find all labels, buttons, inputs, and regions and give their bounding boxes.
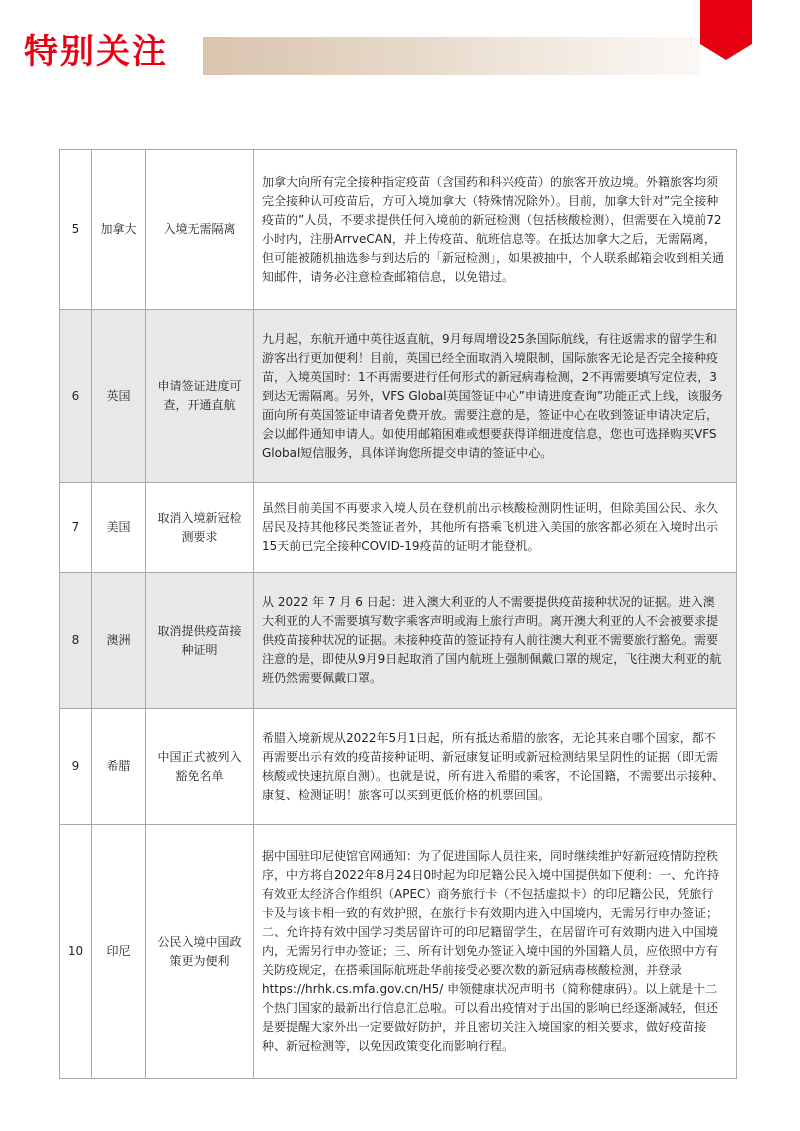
row-number: 10 bbox=[60, 825, 92, 1079]
row-country: 美国 bbox=[92, 483, 146, 573]
row-number: 7 bbox=[60, 483, 92, 573]
row-policy: 中国正式被列入豁免名单 bbox=[146, 709, 254, 825]
row-detail: 加拿大向所有完全接种指定疫苗（含国药和科兴疫苗）的旅客开放边境。外籍旅客均须完全接种认可疫苗后，方可入境加拿大（特殊情况除外）。目前，加拿大针对”完全接种疫苗的”人员，不要求提供任何入境前的新冠检测（包括核酸检测），但需要在入境前72小时内，注册ArrveCAN，并上传疫苗、航班信息等。在抵达加拿大之后，无需隔离，但可能被随机抽选参与到达后的「新冠检测」，如果被抽中，个人联系邮箱会收到相关通知邮件，请务必注意检查邮箱信息，以免错过。 bbox=[254, 150, 737, 310]
table-row bbox=[60, 483, 737, 573]
row-country: 加拿大 bbox=[92, 150, 146, 310]
table-row bbox=[60, 709, 737, 825]
page-header bbox=[0, 0, 800, 90]
row-policy: 公民入境中国政策更为便利 bbox=[146, 825, 254, 1079]
row-policy: 申请签证进度可查，开通直航 bbox=[146, 310, 254, 483]
row-country: 英国 bbox=[92, 310, 146, 483]
row-detail: 希腊入境新规从2022年5月1日起，所有抵达希腊的旅客，无论其来自哪个国家，都不再需要出示有效的疫苗接种证明、新冠康复证明或新冠检测结果呈阴性的证据（即无需核酸或快速抗原自测）。也就是说，所有进入希腊的乘客，不论国籍，不需要出示接种、康复、检测证明！旅客可以买到更低价格的机票回国。 bbox=[254, 709, 737, 825]
row-policy: 取消入境新冠检测要求 bbox=[146, 483, 254, 573]
row-detail: 据中国驻印尼使馆官网通知：为了促进国际人员往来，同时继续维护好新冠疫情防控秩序，中方将自2022年8月24日0时起为印尼籍公民入境中国提供如下便利：一、允许持有效亚太经济合作组织（APEC）商务旅行卡（不包括虚拟卡）的印尼籍公民，凭旅行卡及与该卡相一致的有效护照，在旅行卡有效期内进入中国境内，无需另行申办签证；二、允许持有效中国学习类居留许可的印尼籍留学生，在居留许可有效期内进入中国境内，无需另行申办签证；三、所有计划免办签证入境中国的外国籍人员，应依照中方有关防疫规定，在搭乘国际航班赴华前接受必要次数的新冠病毒核酸检测，并登录https://hrhk.cs.mfa.gov.cn/H5/ 申领健康状况声明书（简称健康码）。以上就是十二个热门国家的最新出行信息汇总啦。可以看出疫情对于出国的影响已经逐渐减轻，但还是要提醒大家外出一定要做好防护，并且密切关注入境国家的相关要求，做好疫苗接种、新冠检测等，以免因政策变化而影响行程。 bbox=[254, 825, 737, 1079]
row-number: 6 bbox=[60, 310, 92, 483]
row-policy: 入境无需隔离 bbox=[146, 150, 254, 310]
row-country: 澳洲 bbox=[92, 573, 146, 709]
table-row bbox=[60, 150, 737, 310]
table-row bbox=[60, 825, 737, 1079]
row-country: 希腊 bbox=[92, 709, 146, 825]
row-detail: 九月起，东航开通中英往返直航，9月每周增设25条国际航线，有往返需求的留学生和游客出行更加便利！目前，英国已经全面取消入境限制，国际旅客无论是否完全接种疫苗，入境英国时：1不再需要进行任何形式的新冠病毒检测，2不再需要填写定位表，3到达无需隔离。另外，VFS Global英国签证中心”申请进度查询”功能正式上线，该服务面向所有英国签证申请者免费开放。需要注意的是，签证中心在收到签证申请决定后，会以邮件通知申请人。如使用邮箱困难或想要获得详细进度信息，您也可选择购买VFS Global短信服务，具体详询您所提交申请的签证中心。 bbox=[254, 310, 737, 483]
row-country: 印尼 bbox=[92, 825, 146, 1079]
title-decoration-bar bbox=[203, 37, 700, 75]
bookmark-ribbon-icon bbox=[700, 0, 752, 60]
row-detail: 虽然目前美国不再要求入境人员在登机前出示核酸检测阴性证明，但除美国公民、永久居民及持其他移民类签证者外，其他所有搭乘飞机进入美国的旅客都必须在入境时出示15天前已完全接种COVID-19疫苗的证明才能登机。 bbox=[254, 483, 737, 573]
policy-table bbox=[59, 149, 737, 1079]
row-number: 8 bbox=[60, 573, 92, 709]
row-detail: 从 2022 年 7 月 6 日起：进入澳大利亚的人不需要提供疫苗接种状况的证据。进入澳大利亚的人不需要填写数字乘客声明或海上旅行声明。离开澳大利亚的人不会被要求提供疫苗接种状况的证据。未接种疫苗的签证持有人前往澳大利亚不需要旅行豁免。需要注意的是，即使从9月9日起取消了国内航班上强制佩戴口罩的规定，飞往澳大利亚的航班仍然需要佩戴口罩。 bbox=[254, 573, 737, 709]
row-policy: 取消提供疫苗接种证明 bbox=[146, 573, 254, 709]
row-number: 5 bbox=[60, 150, 92, 310]
page-title: 特别关注 bbox=[24, 32, 168, 72]
table-row bbox=[60, 573, 737, 709]
row-number: 9 bbox=[60, 709, 92, 825]
table-row bbox=[60, 310, 737, 483]
